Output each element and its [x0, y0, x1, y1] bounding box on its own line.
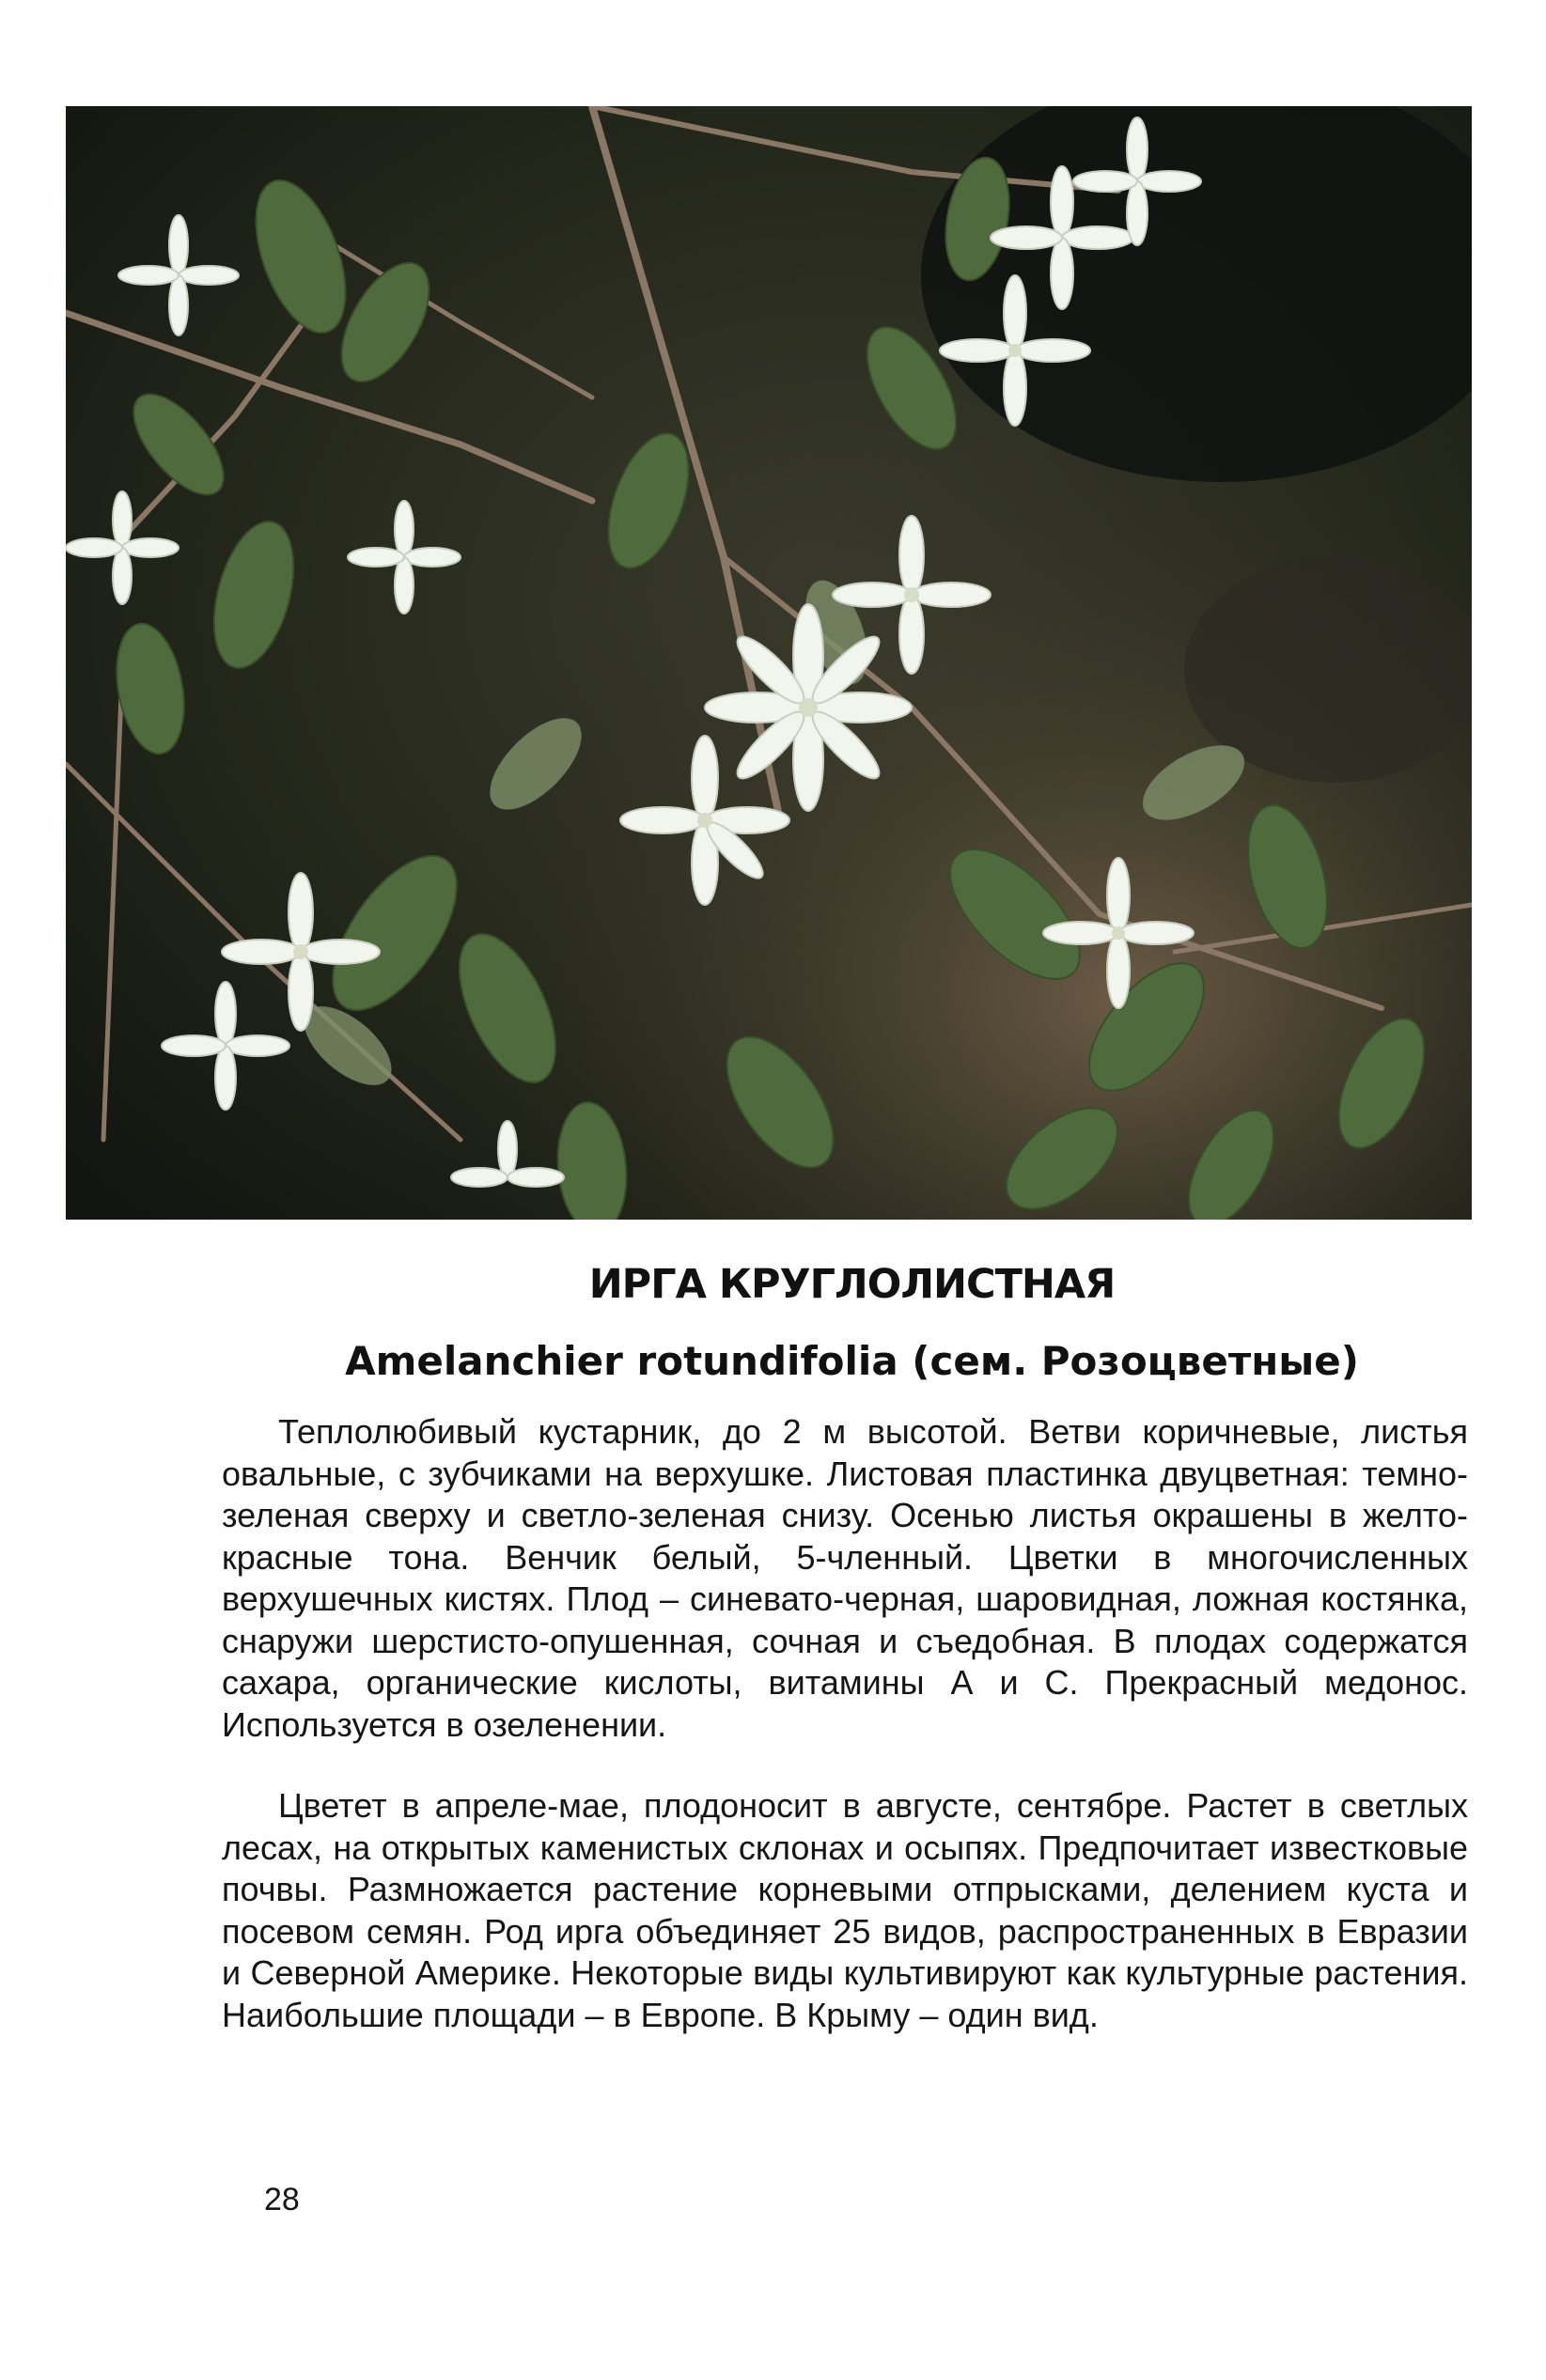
description-paragraph	[222, 1411, 1468, 1746]
page-number: 28	[264, 2182, 300, 2217]
page-title: ИРГА КРУГЛОЛИСТНАЯ	[588, 1261, 1116, 1308]
description-paragraph	[222, 1785, 1468, 2036]
plant-photo	[66, 106, 1472, 1220]
latin-name-subtitle: Amelanchier rotundifolia (сем. Розоцветные)	[345, 1338, 1359, 1384]
paragraph-text: Теплолюбивый кустарник, до 2 м высотой. Ветви коричневые, листья овальные, с зубчиками на верхушке. Листовая пластинка двуцветная: темно-зеленая сверху и светло-зеленая снизу. Осенью листья окрашены в желто-красные тона. Венчик белый, 5-членный. Цветки в многочисленных верхушечных кистях. Плод – синевато-черная, шаровидная, ложная костянка, снаружи шерстисто-опушенная, сочная и съедобная. В плодах содержатся сахара, органические кислоты, витамины А и С. Прекрасный медонос. Используется в озеленении.	[222, 1412, 1468, 1744]
paragraph-text: Цветет в апреле-мае, плодоносит в августе, сентябре. Растет в светлых лесах, на открытых каменистых склонах и осыпях. Предпочитает известковые почвы. Размножается растение корневыми отпрысками, делением куста и посевом семян. Род ирга объединяет 25 видов, распространенных в Евразии и Северной Америке. Некоторые виды культивируют как культурные растения. Наибольшие площади – в Европе. В Крыму – один вид.	[222, 1786, 1468, 2034]
plant-photo-image	[66, 106, 1472, 1220]
